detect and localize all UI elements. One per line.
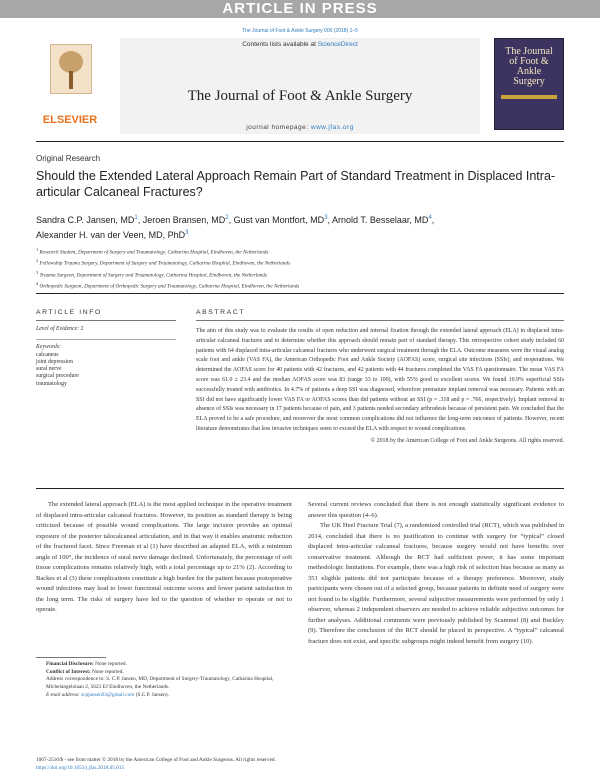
keywords-label: Keywords: [36, 344, 61, 351]
cover-title: The Journal of Foot & Ankle Surgery [505, 46, 553, 87]
article-in-press-banner: ARTICLE IN PRESS [0, 0, 600, 18]
article-type: Original Research [36, 154, 101, 163]
abstract-body [196, 327, 564, 447]
sciencedirect-link[interactable]: ScienceDirect [317, 41, 358, 48]
abstract-heading: ABSTRACT [196, 309, 246, 316]
author: Alexander H. van der Veen, MD, PhD$^3$ [36, 230, 189, 240]
journal-cover-image [494, 38, 564, 130]
homepage-prefix: journal homepage: [246, 124, 311, 131]
body-paragraph: The extended lateral approach (ELA) is the most applied technique in the operative treatment of displaced intra-articular calcaneal fractures. However, its position as standard therapy is being criticized because of possible wound complications. The large incision provides an optimal exposure of the posterior talocalcaneal articulation, and in that way it enables anatomic reduction of the fractured facet. Since Freeman et al (1) have described an adapted ELA, with a minimum angle of 100°, the incidence of sural nerve damage declined. Unfortunately, the percentage of soft tissue complications remains relatively high, with a total percentage up to 21% (2). According to Backes et al (3) these complications constitute a high burden for the patient because postoperative wound infections may lead to lower functional outcome scores and lower patient satisfaction in the long term. The risks of surgery have led to the question of whether to operate or not to operate. [36, 501, 292, 613]
email-link[interactable]: scpjansen93@gmail.com [81, 691, 135, 698]
author: Gust van Montfort, $MD^3$, [233, 215, 333, 225]
journal-citation-link[interactable]: The Journal of Foot & Ankle Surgery 000 (2018) 1–5 [242, 28, 358, 34]
affiliation-link[interactable]: 3 [324, 215, 328, 221]
abstract-rule [196, 320, 564, 321]
body-column-right [308, 500, 564, 647]
author: Jeroen Bransen, $MD^2$, [142, 215, 234, 225]
affiliation-link[interactable]: 3 [185, 230, 189, 236]
journal-masthead [120, 38, 480, 134]
author: Sandra C.P. Jansen, $MD^1$, [36, 215, 143, 225]
publisher-logo[interactable] [36, 38, 104, 128]
elsevier-tree-icon [50, 44, 92, 94]
article-info-rule [36, 320, 176, 321]
keyword: calcaneus [36, 351, 59, 358]
affiliation-item: $^2$ Fellowship Trauma Surgery, Department of Surgery and Traumatology, Catharina Hospital, Eindhoven, the Netherlands [36, 258, 291, 268]
keyword: traumatology [36, 380, 67, 387]
abstract-text: The aim of this study was to evaluate the results of open reduction and internal fixation through the extended lateral approach (ELA) in displaced intra-articular calcaneal fractures and to determine whether this approach should remain part of standard therapy. This retrospective cohort study included 60 patients with 64 displaced intra-articular calcaneal fractures who underwent surgical treatment through the ELA. Outcome measures were the visual analog scale foot and ankle (VAS FA), the American Orthopedic Foot and Ankle Society (AOFAS) score, surgical site infections (SSIs), and reoperations. We determined the AOFAS score for 40 patients with 42 fractures, and 42 patients with 44 fractures completed the VAS FA questionnaire. The mean VAS FA score was 61.0 ± 23.4 and the median AOFAS score was 83 (range 33 to 100), with 55% good to excellent scores. We found 10.9% superficial SSIs successfully treated with antibiotics. In 4.7% of patients a deep SSI was diagnosed, wherefore premature implant removal was necessary. Patients with an SSI did not have significantly lower VAS FA or AOFAS scores than did patients without an SSI (p = .318 and p = .766, respectively). Implant removal in absence of SSIs was necessary in 17 patients because of pain, and 3 patients needed secondary arthrodesis because of persistent pain. We concluded that the ELA proved to be a safe procedure, and moreover the most common complications did not influence the long-term outcomes of patients. However, recent literature demonstrates that less invasive techniques seem to exceed the ELA with respect to wound complications. [196, 328, 564, 432]
article-info [36, 326, 176, 388]
correspondence-address: Address correspondence to: S. C.P. Jansen, MD, Department of Surgery-Traumatology, Catharina Hospital, Michelangelolaan 2, 5623 EJ Eindhoven, the Netherlands. [46, 676, 274, 691]
affiliation-link[interactable]: 2 [225, 215, 229, 221]
page-footer [36, 756, 564, 772]
article-title: Should the Extended Lateral Approach Remain Part of Standard Treatment in Displaced Intra-articular Calcaneal Fractures? [36, 169, 556, 199]
abstract-copyright: © 2018 by the American College of Foot and Ankle Surgeons. All rights reserved. [370, 437, 564, 444]
doi-link[interactable]: https://doi.org/10.1053/j.jfas.2018.05.015 [36, 765, 125, 771]
affiliation-item: $^3$ Trauma Surgeon, Department of Surgery and Traumatology, Catharina Hospital, Eindhoven, the Netherlands [36, 269, 267, 279]
footnote-rule [36, 657, 106, 658]
affiliation-item: $^4$ Orthopedic Surgeon, Department of Orthopedic Surgery and Traumatology, Catharina Hospital, Eindhoven, the Netherlands [36, 280, 300, 290]
affiliation-link[interactable]: 1 [134, 215, 138, 221]
level-of-evidence: Level of Evidence: 2 [36, 326, 84, 332]
footnotes [36, 661, 292, 700]
author-list [36, 212, 556, 242]
keyword: surgical procedure [36, 373, 79, 380]
conflict-of-interest: Conflict of Interest: None reported. [46, 668, 124, 675]
body-paragraph: Several current reviews concluded that there is not enough statistically significant evidence to answer this question (4–6). [308, 501, 564, 519]
publisher-name: ELSEVIER [42, 114, 98, 126]
affiliation-link[interactable]: 4 [428, 215, 432, 221]
financial-disclosure: Financial Disclosure: None reported. [46, 661, 127, 667]
contents-line [120, 41, 480, 48]
article-info-heading: ARTICLE INFO [36, 309, 102, 316]
journal-title: The Journal of Foot & Ankle Surgery [187, 88, 413, 104]
journal-homepage [120, 124, 480, 131]
journal-header [36, 38, 564, 134]
affiliations [36, 246, 556, 291]
affiliation-item: $^1$ Research Student, Department of Surgery and Traumatology, Catharina Hospital, Eindhoven, the Netherlands [36, 247, 269, 256]
affiliations-rule [36, 293, 564, 294]
keyword: joint depression [36, 358, 73, 365]
contents-prefix: Contents lists available at [242, 41, 318, 48]
abstract-bottom-rule [36, 488, 564, 489]
issn-line: 1067-2516/$ - see front matter © 2018 by the American College of Foot and Ankle Surgeons. All rights reserved. [36, 757, 276, 763]
cover-decoration [501, 95, 557, 99]
body-paragraph: The UK Heel Fracture Trial (7), a randomized controlled trial (RCT), which was published in 2014, concluded that there is no justification to continue with surgery for “typical” closed displaced intra-articular calcaneal fractures, because surgery would not have benefits over conservative treatment. Although the RCT had sufficient power, it has some important methodologic limitations. For example, there was a high risk of selection bias because as many as 351 eligible patients did not participate because of a therapy preference. Moreover, study participants were chosen out of a selected group, because patients in definite need of surgery were not found to be eligible. Furthermore, several subjective measurements were performed by only 1 observer, whereas 2 independent observers are needed to achieve reliable subjective outcomes for further analyses. Additional comments were previously published by Scammel (8) and Buckley (9). Therefore the conclusion of the RCT should be placed in perspective. A “typical” calcaneal fracture does not exist, and specific subgroups might indeed benefit from surgery (10). [308, 522, 564, 645]
email-line: E-mail address: scpjansen93@gmail.com (S.C.P. Jansen). [46, 691, 169, 698]
homepage-link[interactable]: www.jfas.org [310, 124, 354, 131]
info-divider [36, 339, 176, 340]
keyword: sural nerve [36, 366, 62, 373]
body-column-left [36, 500, 292, 616]
author: Arnold T. Besselaar, $MD^4$, [332, 215, 435, 225]
header-rule [36, 141, 564, 142]
